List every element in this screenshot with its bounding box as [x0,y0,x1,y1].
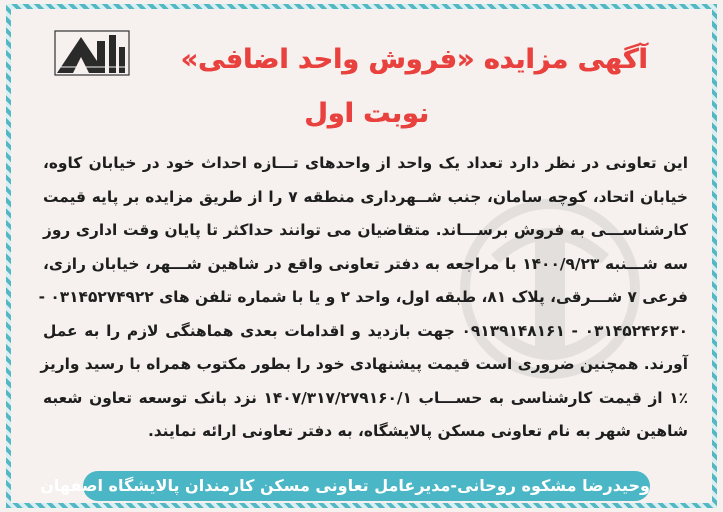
body-line: خیابان اتحاد، کوچه سامان، جنب شــهرداری منطقه ۷ را از طریق مزایده بر پایه قیمت [43,187,688,206]
notice-subtitle: نوبت اول [304,98,429,129]
body-line: فرعی ۷ شـــرقی، پلاک ۸۱، طبقه اول، واحد ۲ و یا با شماره تلفن های ۰۳۱۴۵۲۷۴۹۲۲ - [38,288,688,306]
signature-banner: وحیدرضا مشکوه روحانی-مدیرعامل تعاونی مسکن کارمندان پالایشگاه اصفهان [83,471,650,501]
body-line: کارشناســـی به فروش برســـاند. متقاضیان می توانند حداکثر تا پایان وقت اداری روز [43,221,688,239]
body-line: ۰۳۱۴۵۲۴۲۶۳۰ - ۰۹۱۳۹۱۴۸۱۶۱ جهت بازدید و اقدامات بعدی هماهنگی لازم را به عمل [43,321,688,340]
body-line: شاهین شهر به نام تعاونی مسکن پالایشگاه، به دفتر تعاونی ارائه نمایند. [147,422,688,440]
body-line: ۱٪ از قیمت کارشناسی به حســـاب ۱۴۰۷/۳۱۷/۲۷۹۱۶۰/۱ نزد بانک توسعه تعاون شعبه [43,388,689,407]
body-line: سه شـــنبه ۱۴۰۰/۹/۲۳ با مراجعه به دفتر تعاونی واقع در شاهین شـــهر، خیابان رازی، [43,254,688,273]
notice-title: آگهی مزایده «فروش واحد اضافی» [180,44,648,75]
notice-body [38,147,689,449]
notice-frame [6,4,717,508]
body-line: این تعاونی در نظر دارد تعداد یک واحد از واحدهای تـــازه احداث خود در خیابان کاوه، [43,154,688,172]
body-line: آورند. همچنین ضروری است قیمت پیشنهادی خود را بطور مکتوب همراه با رسید واریز [40,355,688,373]
cooperative-housing-logo-icon [51,27,133,91]
notice-content [25,19,708,509]
